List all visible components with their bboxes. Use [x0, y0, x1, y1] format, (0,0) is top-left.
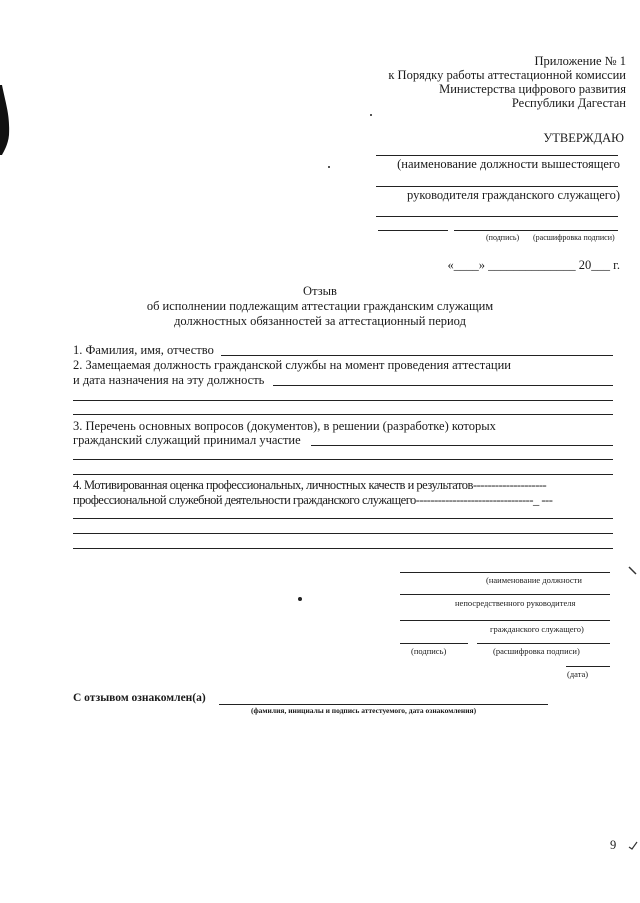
- approver-position-line-2: [376, 186, 618, 187]
- assessment-line-1: [73, 518, 613, 519]
- page-number: 9: [610, 838, 617, 852]
- supervisor-decode-caption: (расшифровка подписи): [493, 646, 580, 656]
- supervisor-date-caption: (дата): [567, 669, 589, 679]
- acknowledgement-line: [219, 704, 548, 705]
- approver-position-caption-1: (наименование должности вышестоящего: [397, 157, 620, 171]
- approver-signature-line: [378, 230, 448, 231]
- scan-edge-mark: [628, 840, 638, 850]
- assessment-line-2: [73, 533, 613, 534]
- item-assessment-label-2: профессиональной служебной деятельности гражданского служащего--------------------------------_ ---: [73, 493, 553, 507]
- position-line-2: [73, 400, 613, 401]
- appendix-republic: Республики Дагестан: [511, 96, 626, 110]
- issues-line: [311, 445, 613, 446]
- approve-heading: УТВЕРЖДАЮ: [543, 131, 624, 145]
- approver-extra-line: [376, 216, 618, 217]
- item-position-label-2: и дата назначения на эту должность: [73, 373, 265, 387]
- appendix-ministry: Министерства цифрового развития: [439, 82, 626, 96]
- supervisor-signature-line: [400, 643, 468, 644]
- supervisor-caption-3: гражданского служащего): [490, 624, 584, 634]
- supervisor-caption-1: (наименование должности: [486, 575, 582, 585]
- supervisor-position-line-2: [400, 594, 610, 595]
- supervisor-decode-line: [477, 643, 610, 644]
- acknowledgement-caption: (фамилия, инициалы и подпись аттестуемого, дата ознакомления): [251, 706, 477, 715]
- scan-edge-mark: [0, 85, 20, 155]
- appendix-order: к Порядку работы аттестационной комиссии: [388, 68, 626, 82]
- position-line: [273, 385, 613, 386]
- approver-position-caption-2: руководителя гражданского служащего): [407, 188, 620, 202]
- scan-dot: [328, 166, 330, 168]
- supervisor-caption-2: непосредственного руководителя: [455, 598, 576, 608]
- appendix-number: Приложение № 1: [534, 54, 626, 68]
- acknowledgement-label: С отзывом ознакомлен(а): [73, 692, 206, 704]
- approver-sign-caption: (подпись): [486, 233, 520, 242]
- supervisor-position-line: [400, 572, 610, 573]
- issues-line-3: [73, 474, 613, 475]
- supervisor-position-line-3: [400, 620, 610, 621]
- item-issues-label-1: 3. Перечень основных вопросов (документов), в решении (разработке) которых: [73, 419, 496, 433]
- approval-date: «____» ______________ 20___ г.: [447, 258, 620, 272]
- scan-dot: [370, 114, 372, 116]
- item-issues-label-2: гражданский служащий принимал участие: [73, 433, 301, 447]
- scan-edge-mark: [628, 566, 638, 576]
- document-title: Отзыв: [303, 284, 337, 298]
- scan-dot: [298, 597, 302, 601]
- approver-decode-caption: (расшифровка подписи): [533, 233, 615, 242]
- item-full-name-label: 1. Фамилия, имя, отчество: [73, 343, 214, 357]
- issues-line-2: [73, 459, 613, 460]
- approver-position-line: [376, 155, 618, 156]
- approver-decode-line: [454, 230, 618, 231]
- assessment-line-3: [73, 548, 613, 549]
- position-line-3: [73, 414, 613, 415]
- full-name-line: [221, 355, 613, 356]
- supervisor-sign-caption: (подпись): [411, 646, 447, 656]
- item-assessment-label-1: 4. Мотивированная оценка профессиональных, личностных качеств и результатов--------------------: [73, 478, 547, 492]
- item-position-label-1: 2. Замещаемая должность гражданской службы на момент проведения аттестации: [73, 358, 511, 372]
- supervisor-date-line: [566, 666, 610, 667]
- document-subtitle-1: об исполнении подлежащим аттестации гражданским служащим: [146, 299, 494, 313]
- document-subtitle-2: должностных обязанностей за аттестационный период: [174, 314, 466, 328]
